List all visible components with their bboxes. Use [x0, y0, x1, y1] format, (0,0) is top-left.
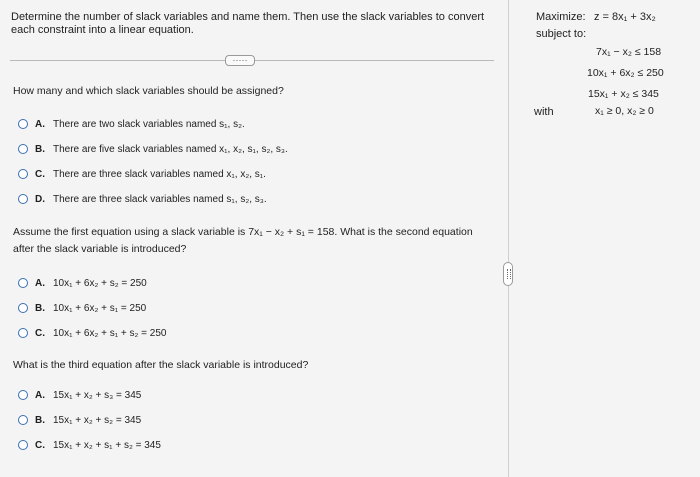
q2-prompt-line2: after the slack variable is introduced? [13, 243, 187, 255]
option-text: 15x₁ + x₂ + s₁ + s₂ = 345 [53, 439, 161, 451]
nonnegativity-constraint: x₁ ≥ 0, x₂ ≥ 0 [595, 105, 654, 117]
q2-option-a[interactable] [18, 275, 147, 291]
option-text: 10x₁ + 6x₂ + s₁ = 250 [53, 302, 147, 314]
radio-button[interactable] [18, 303, 28, 313]
option-letter: C. [35, 439, 45, 451]
q3-option-c[interactable] [18, 437, 161, 453]
option-text: 10x₁ + 6x₂ + s₂ = 250 [53, 277, 147, 289]
with-label: with [534, 106, 554, 118]
radio-button[interactable] [18, 194, 28, 204]
option-text: 15x₁ + x₂ + s₃ = 345 [53, 389, 142, 401]
radio-button[interactable] [18, 119, 28, 129]
radio-button[interactable] [18, 440, 28, 450]
q2-option-c[interactable] [18, 325, 166, 341]
option-text: There are three slack variables named s₁, s₂, s₃. [53, 193, 267, 205]
maximize-label: Maximize: [536, 11, 586, 23]
q3-option-b[interactable] [18, 412, 141, 428]
radio-button[interactable] [18, 415, 28, 425]
option-letter: B. [35, 143, 45, 155]
option-text: 15x₁ + x₂ + s₂ = 345 [53, 414, 142, 426]
q1-option-a[interactable] [18, 116, 245, 132]
constraint-3: 15x₁ + x₂ ≤ 345 [588, 88, 659, 100]
radio-button[interactable] [18, 278, 28, 288]
option-text: There are five slack variables named x₁, x₂, s₁, s₂, s₃. [53, 143, 288, 155]
option-text: There are three slack variables named x₁, x₂, s₁. [53, 168, 266, 180]
constraint-2: 10x₁ + 6x₂ ≤ 250 [587, 67, 664, 79]
option-letter: D. [35, 193, 45, 205]
q2-prompt-line1: Assume the first equation using a slack variable is 7x₁ − x₂ + s₁ = 158. What is the second equation [13, 226, 473, 238]
radio-button[interactable] [18, 328, 28, 338]
radio-button[interactable] [18, 390, 28, 400]
q2-prompt [13, 224, 473, 258]
q1-option-b[interactable] [18, 141, 288, 157]
option-text: There are two slack variables named s₁, s₂. [53, 118, 245, 130]
problem-panel [516, 0, 700, 477]
q3-prompt: What is the third equation after the slack variable is introduced? [13, 359, 309, 371]
option-letter: A. [35, 277, 45, 289]
option-letter: A. [35, 389, 45, 401]
option-letter: B. [35, 414, 45, 426]
option-letter: C. [35, 327, 45, 339]
option-letter: C. [35, 168, 45, 180]
intro-text: Determine the number of slack variables and name them. Then use the slack variables to convert each constraint into a linear equation. [11, 11, 485, 36]
q3-option-a[interactable] [18, 387, 141, 403]
option-text: 10x₁ + 6x₂ + s₁ + s₂ = 250 [53, 327, 167, 339]
panel-divider [508, 0, 509, 477]
q2-option-b[interactable] [18, 300, 146, 316]
q1-prompt: How many and which slack variables should be assigned? [13, 85, 284, 97]
constraint-1: 7x₁ − x₂ ≤ 158 [596, 46, 662, 58]
expand-button[interactable]: ····· [225, 55, 255, 66]
radio-button[interactable] [18, 144, 28, 154]
radio-button[interactable] [18, 169, 28, 179]
subject-to-label: subject to: [536, 28, 587, 40]
q1-option-d[interactable] [18, 191, 267, 207]
resize-handle[interactable] [503, 262, 513, 286]
option-letter: A. [35, 118, 45, 130]
option-letter: B. [35, 302, 45, 314]
objective-function: z = 8x₁ + 3x₂ [594, 11, 656, 23]
q1-option-c[interactable] [18, 166, 266, 182]
